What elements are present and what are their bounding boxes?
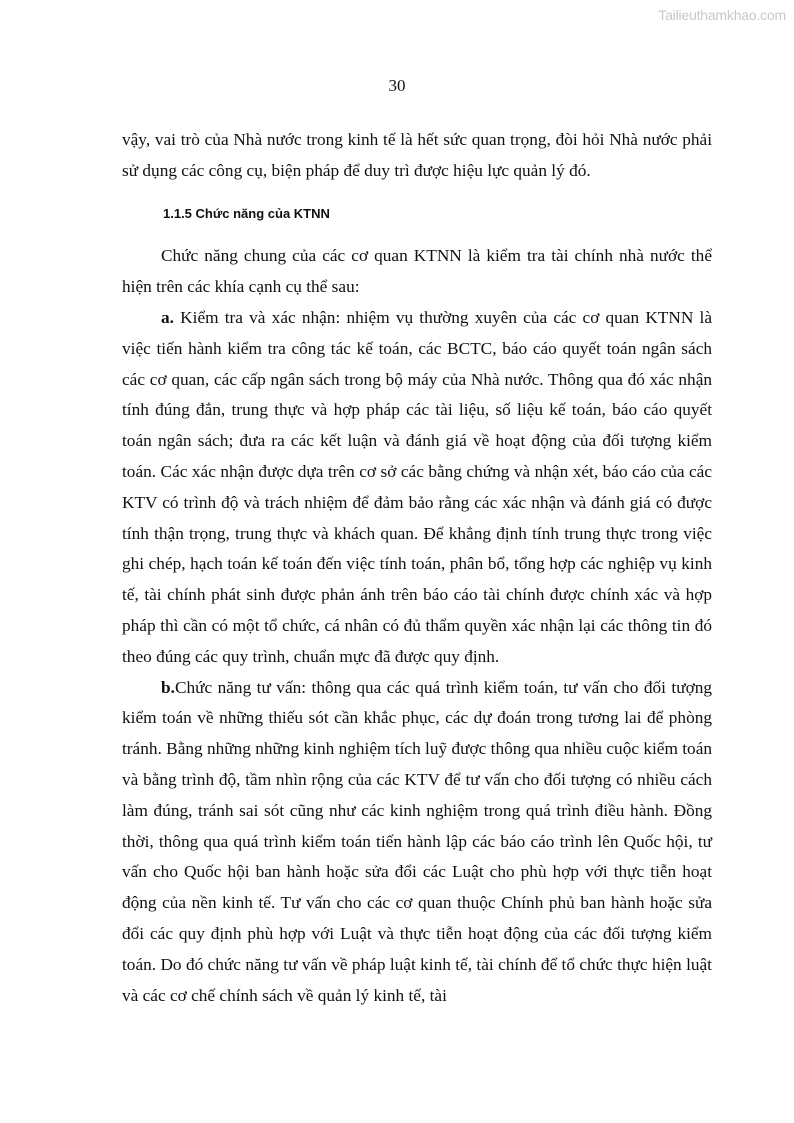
document-body bbox=[122, 125, 712, 1011]
section-heading: 1.1.5 Chức năng của KTNN bbox=[163, 205, 330, 221]
paragraph-item-a bbox=[122, 303, 712, 673]
item-a-label: a. bbox=[161, 307, 174, 327]
paragraph-item-b bbox=[122, 673, 712, 1012]
paragraph-intro: Chức năng chung của các cơ quan KTNN là kiểm tra tài chính nhà nước thể hiện trên các khía cạnh cụ thể sau: bbox=[122, 246, 712, 297]
item-b-label: b. bbox=[161, 677, 175, 697]
paragraph-continuation: vậy, vai trò của Nhà nước trong kinh tế là hết sức quan trọng, đòi hỏi Nhà nước phải sử dụng các công cụ, biện pháp để duy trì được hiệu lực quản lý đó. bbox=[122, 130, 712, 180]
watermark: Tailieuthamkhao.com bbox=[658, 7, 786, 23]
item-a-text: Kiểm tra và xác nhận: nhiệm vụ thường xuyên của các cơ quan KTNN là việc tiến hành kiểm tra công tác kế toán, các BCTC, báo cáo quyết toán ngân sách các cơ quan, các cấp ngân sách trong bộ máy của Nhà nước. Thông qua đó xác nhận tính đúng đắn, trung thực và hợp pháp các tài liệu, số liệu kế toán, báo cáo quyết toán ngân sách; đưa ra các kết luận và đánh giá về hoạt động của đối tượng kiểm toán. Các xác nhận được dựa trên cơ sở các bằng chứng và nhận xét, báo cáo của các KTV có trình độ và trách nhiệm để đảm bảo rằng các xác nhận và đánh giá có được tính thận trọng, trung thực và khách quan. Để khẳng định tính trung thực trong việc ghi chép, hạch toán kế toán đến việc tính toán, phân bổ, tổng hợp các nghiệp vụ kinh tế, tài chính phát sinh được phản ánh trên báo cáo tài chính được chính xác và hợp pháp thì cần có một tổ chức, cá nhân có đủ thẩm quyền xác nhận lại các thông tin đó theo đúng các quy trình, chuẩn mực đã được quy định. bbox=[122, 307, 712, 666]
page-number: 30 bbox=[388, 76, 406, 95]
item-b-text: Chức năng tư vấn: thông qua các quá trình kiểm toán, tư vấn cho đối tượng kiểm toán về những thiếu sót cần khắc phục, các dự đoán trong tương lai để phòng tránh. Bằng những những kinh nghiệm tích luỹ được thông qua nhiều cuộc kiểm toán và bằng trình độ, tầm nhìn rộng của các KTV để tư vấn cho đối tượng có nhiều cách làm đúng, tránh sai sót cũng như các kinh nghiệm trong quá trình điều hành. Đồng thời, thông qua quá trình kiểm toán tiến hành lập các báo cáo trình lên Quốc hội, tư vấn cho Quốc hội ban hành hoặc sửa đổi các Luật cho phù hợp với thực tiễn hoạt động của nền kinh tế. Tư vấn cho các cơ quan thuộc Chính phủ ban hành hoặc sửa đổi các quy định phù hợp với Luật và thực tiễn hoạt động của các đối tượng kiểm toán. Do đó chức năng tư vấn về pháp luật kinh tế, tài chính để tổ chức thực hiện luật và các cơ chế chính sách về quản lý kinh tế, tài bbox=[122, 677, 712, 1005]
